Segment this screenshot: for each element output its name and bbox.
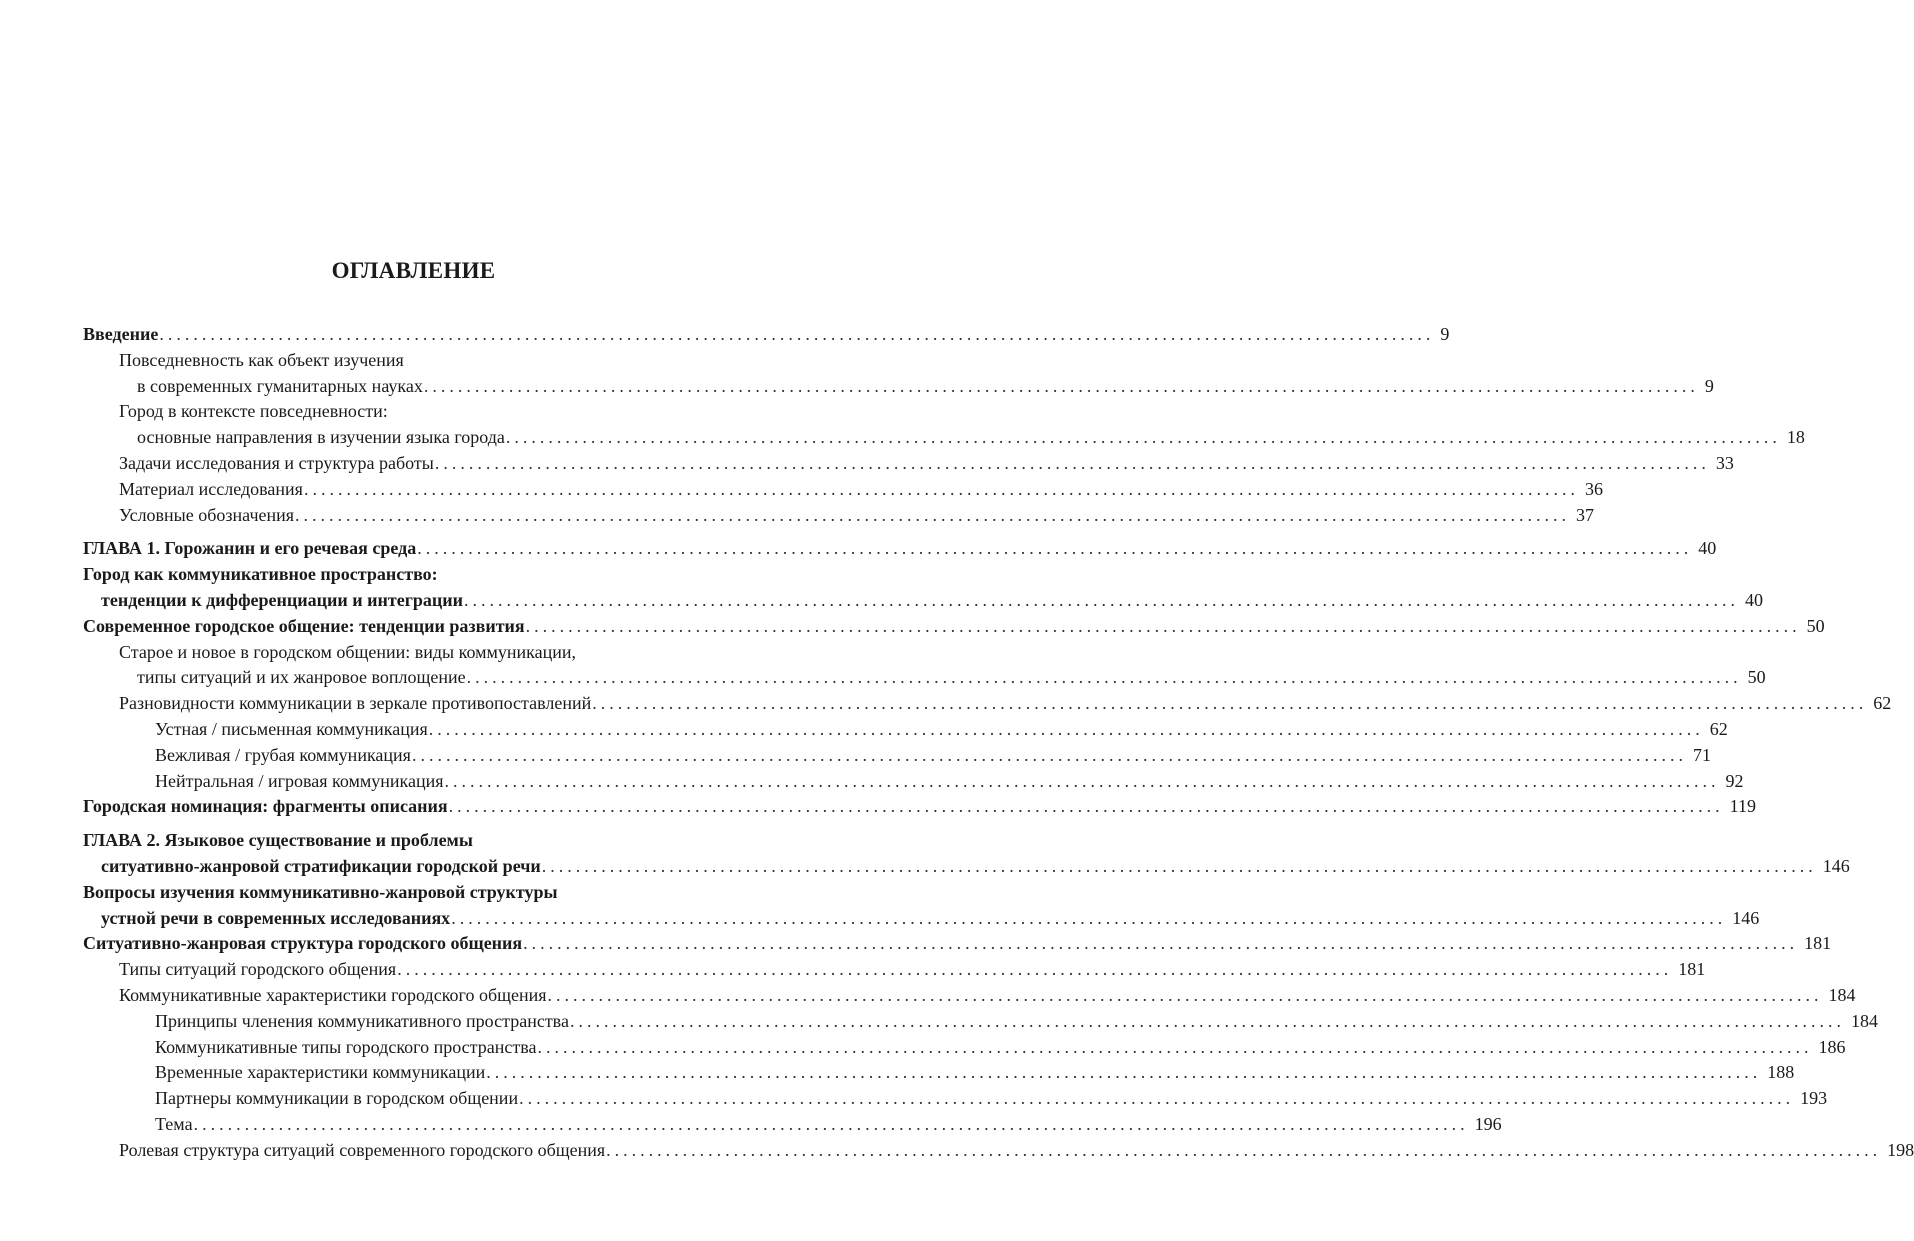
toc-entry[interactable] (83, 828, 1850, 880)
toc-entry-title: Условные обозначения (119, 504, 295, 525)
dot-leader: ...................................................................................................................................................... (525, 615, 1801, 636)
toc-line (83, 854, 1850, 880)
dot-leader: ...................................................................................................................................................... (541, 855, 1817, 876)
toc-entry[interactable] (83, 769, 1744, 795)
toc-entry-title: Введение (83, 324, 159, 344)
toc-entry-title: Коммуникативные характеристики городского общения (119, 984, 547, 1005)
toc-entry-title: тенденции к дифференциации и интеграции (101, 589, 463, 610)
toc-page-number: 9 (1440, 324, 1450, 344)
toc-entry-title: Устная / письменная коммуникация (155, 718, 428, 739)
toc-line (83, 828, 733, 854)
dot-leader: ...................................................................................................................................................... (159, 324, 1435, 344)
toc-entry-title: ситуативно-жанровой стратификации городской речи (101, 855, 541, 876)
toc-entry-title: Нейтральная / игровая коммуникация (155, 770, 444, 791)
toc-page-number: 33 (1715, 452, 1734, 473)
toc-entry-title: Старое и новое в городском общении: виды коммуникации, (119, 641, 577, 662)
toc-entry[interactable] (83, 983, 1856, 1009)
toc-line (83, 399, 733, 425)
toc-line (83, 374, 1714, 400)
toc-line (83, 348, 733, 374)
toc-entry[interactable] (83, 1035, 1846, 1061)
toc-line (83, 536, 1717, 562)
toc-entry[interactable] (83, 1086, 1828, 1112)
dot-leader: ...................................................................................................................................................... (417, 538, 1693, 559)
toc-entry[interactable] (83, 322, 1450, 348)
toc-entry[interactable] (83, 1112, 1502, 1138)
toc-entry[interactable] (83, 399, 1805, 451)
toc-page-number: 198 (1887, 1139, 1914, 1160)
toc-page-number: 40 (1698, 538, 1717, 559)
dot-leader: ...................................................................................................................................................... (569, 1010, 1845, 1031)
toc-line (83, 451, 1734, 477)
toc-page-number: 62 (1873, 693, 1892, 714)
toc-entry-title: Материал исследования (119, 478, 303, 499)
dot-leader: ...................................................................................................................................................... (434, 452, 1710, 473)
dot-leader: ...................................................................................................................................................... (444, 770, 1720, 791)
dot-leader: ...................................................................................................................................................... (486, 1062, 1762, 1083)
toc-entry-title: Современное городское общение: тенденции развития (83, 615, 525, 636)
toc-line (83, 794, 1756, 820)
dot-leader: ...................................................................................................................................................... (295, 504, 1571, 525)
toc-page-number: 186 (1818, 1036, 1846, 1057)
dot-leader: ...................................................................................................................................................... (428, 718, 1704, 739)
toc-page-number: 146 (1732, 907, 1760, 928)
toc-entry[interactable] (83, 743, 1711, 769)
toc-entry-title: Партнеры коммуникации в городском общении (155, 1088, 519, 1109)
toc-line (83, 743, 1711, 769)
toc-entry-title: Ситуативно-жанровая структура городского общения (83, 933, 523, 954)
toc-line (83, 957, 1706, 983)
toc-line (83, 562, 733, 588)
toc-entry[interactable] (83, 640, 1766, 692)
table-of-contents (83, 322, 1914, 1164)
toc-page-number: 193 (1800, 1088, 1828, 1109)
dot-leader: ...................................................................................................................................................... (464, 589, 1739, 610)
toc-entry-title: Ролевая структура ситуаций современного городского общения (119, 1139, 606, 1160)
toc-line (83, 769, 1744, 795)
toc-line (83, 614, 1825, 640)
dot-leader: ...................................................................................................................................................... (547, 984, 1823, 1005)
toc-line (83, 665, 1766, 691)
toc-line (83, 1086, 1828, 1112)
toc-page-number: 40 (1745, 589, 1763, 610)
dot-leader: ...................................................................................................................................................... (505, 427, 1781, 448)
dot-leader: ...................................................................................................................................................... (448, 796, 1724, 817)
toc-entry[interactable] (83, 1060, 1795, 1086)
toc-entry-title: ГЛАВА 2. Языковое существование и проблемы (83, 830, 473, 851)
toc-page-number: 50 (1747, 667, 1766, 688)
toc-line (83, 906, 1760, 932)
toc-line (83, 477, 1603, 503)
toc-entry[interactable] (83, 451, 1734, 477)
toc-page-number: 196 (1474, 1113, 1502, 1134)
toc-entry-title: Городская номинация: фрагменты описания (83, 796, 448, 817)
toc-entry[interactable] (83, 880, 1760, 932)
toc-page-number: 71 (1692, 744, 1711, 765)
toc-entry-title: Разновидности коммуникации в зеркале противопоставлений (119, 693, 592, 714)
toc-entry-title: Вежливая / грубая коммуникация (155, 744, 411, 765)
toc-entry-title: Принципы членения коммуникативного пространства (155, 1010, 569, 1031)
dot-leader: ...................................................................................................................................................... (303, 478, 1579, 499)
toc-line (83, 717, 1728, 743)
toc-line (83, 983, 1856, 1009)
toc-page-number: 184 (1828, 984, 1856, 1005)
toc-entry-title: Тема (155, 1113, 193, 1134)
dot-leader: ...................................................................................................................................................... (411, 744, 1687, 765)
dot-leader: ...................................................................................................................................................... (466, 667, 1742, 688)
dot-leader: ...................................................................................................................................................... (451, 907, 1727, 928)
toc-entry[interactable] (83, 931, 1832, 957)
toc-entry[interactable] (83, 1138, 1914, 1164)
page-title: ОГЛАВЛЕНИЕ (331, 258, 496, 283)
toc-entry[interactable] (83, 477, 1603, 503)
toc-line (83, 640, 733, 666)
toc-entry[interactable] (83, 717, 1728, 743)
toc-page-number: 181 (1678, 959, 1706, 980)
toc-entry-title: Город как коммуникативное пространство: (83, 564, 438, 585)
toc-entry-title: ГЛАВА 1. Горожанин и его речевая среда (83, 538, 417, 559)
dot-leader: ...................................................................................................................................................... (423, 375, 1699, 396)
toc-page-number: 188 (1767, 1062, 1795, 1083)
toc-line (83, 1035, 1846, 1061)
toc-line (83, 1112, 1502, 1138)
toc-line (83, 931, 1832, 957)
toc-entry-title: Задачи исследования и структура работы (119, 452, 434, 473)
dot-leader: ...................................................................................................................................................... (537, 1036, 1813, 1057)
toc-line (83, 691, 1892, 717)
toc-page-number: 9 (1704, 375, 1714, 396)
toc-line (83, 1009, 1878, 1035)
toc-entry-title: Вопросы изучения коммуникативно-жанровой структуры (83, 881, 558, 902)
dot-leader: ...................................................................................................................................................... (519, 1088, 1795, 1109)
toc-entry-title: типы ситуаций и их жанровое воплощение (137, 667, 466, 688)
dot-leader: ...................................................................................................................................................... (193, 1113, 1469, 1134)
toc-entry-title: Город в контексте повседневности: (119, 401, 388, 422)
dot-leader: ...................................................................................................................................................... (397, 959, 1673, 980)
toc-page-number: 50 (1806, 615, 1825, 636)
toc-page-number: 36 (1584, 478, 1603, 499)
toc-line (83, 588, 1763, 614)
toc-page-number: 62 (1709, 718, 1728, 739)
toc-entry-title: основные направления в изучении языка города (137, 427, 505, 448)
toc-entry[interactable] (83, 348, 1714, 400)
dot-leader: ...................................................................................................................................................... (606, 1139, 1882, 1160)
toc-entry-title: Повседневность как объект изучения (119, 349, 404, 370)
toc-line (83, 1138, 1914, 1164)
dot-leader: ...................................................................................................................................................... (592, 693, 1868, 714)
dot-leader: ...................................................................................................................................................... (523, 933, 1799, 954)
toc-entry[interactable] (83, 1009, 1878, 1035)
toc-entry[interactable] (83, 957, 1706, 983)
toc-page-number: 37 (1576, 504, 1595, 525)
toc-entry-title: в современных гуманитарных науках (137, 375, 423, 396)
toc-entry-title: устной речи в современных исследованиях (101, 907, 451, 928)
toc-page-number: 184 (1850, 1010, 1878, 1031)
toc-page-number: 119 (1729, 796, 1756, 817)
toc-entry-title: Временные характеристики коммуникации (155, 1062, 486, 1083)
toc-entry[interactable] (83, 691, 1892, 717)
toc-line (83, 503, 1595, 529)
toc-line (83, 880, 733, 906)
toc-entry-title: Коммуникативные типы городского пространства (155, 1036, 537, 1057)
toc-page-number: 181 (1804, 933, 1832, 954)
toc-entry[interactable] (83, 562, 1763, 614)
toc-entry[interactable] (83, 614, 1825, 640)
toc-entry[interactable] (83, 536, 1717, 562)
toc-line (83, 322, 1450, 348)
toc-entry[interactable] (83, 503, 1595, 529)
toc-page-number: 92 (1725, 770, 1744, 791)
toc-line (83, 425, 1805, 451)
toc-entry-title: Типы ситуаций городского общения (119, 959, 397, 980)
toc-page-number: 146 (1822, 855, 1850, 876)
toc-page-number: 18 (1786, 427, 1805, 448)
toc-line (83, 1060, 1795, 1086)
toc-entry[interactable] (83, 794, 1756, 820)
